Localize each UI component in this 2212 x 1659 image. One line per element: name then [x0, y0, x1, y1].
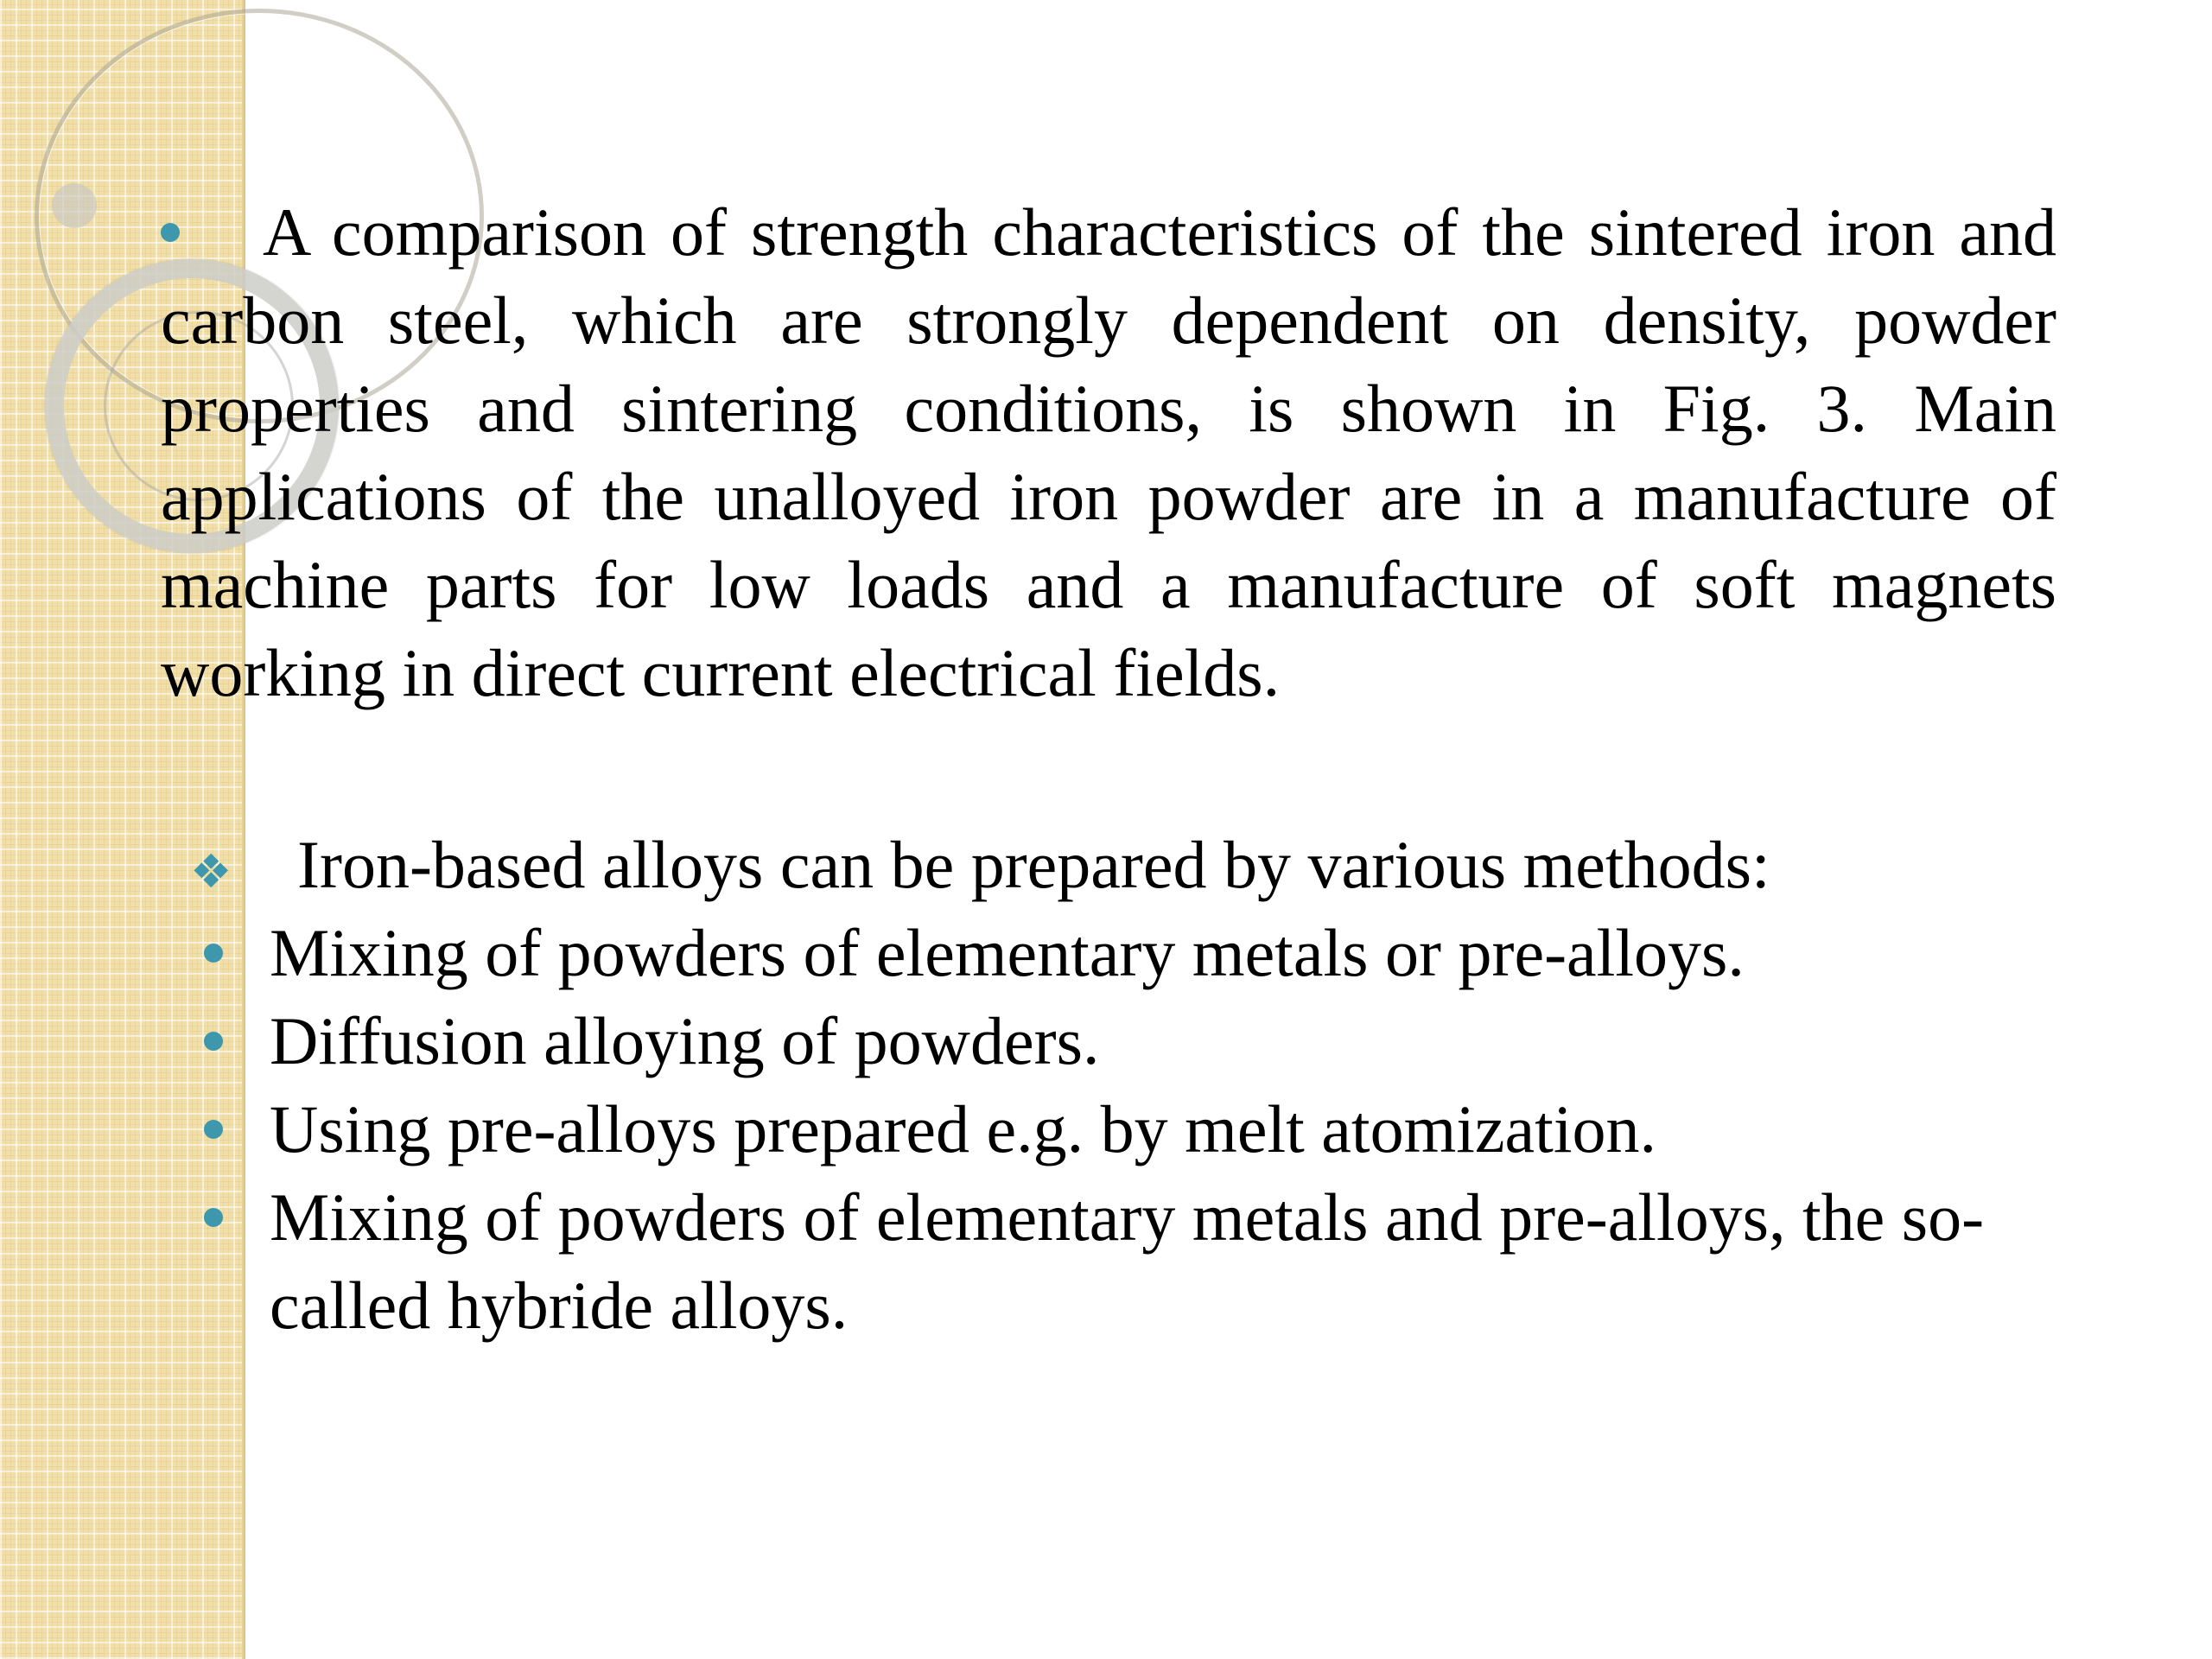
list-item: [204, 1173, 2070, 1350]
dot-bullet-icon: [204, 944, 223, 963]
dot-bullet-icon: [204, 1120, 223, 1139]
diamond-bullet-icon: ❖: [190, 844, 232, 899]
methods-list: [204, 909, 2070, 1350]
methods-heading-text: Iron-based alloys can be prepared by various methods:: [297, 827, 1770, 902]
intro-paragraph-text: A comparison of strength characteristics of the sintered iron and carbon steel, which are strongly dependent on density, powder properties and sintering conditions, is shown in Fig. 3. Main applications of the unalloyed iron powder are in a manufacture of machine parts for low loads and a manufacture of soft magnets working in direct current electrical fields.: [161, 194, 2056, 710]
decorative-ring-dot: [52, 183, 97, 228]
dot-bullet-icon: [204, 1208, 223, 1227]
list-item-text: Mixing of powders of elementary metals and pre-alloys, the so-called hybride alloys.: [270, 1179, 1985, 1343]
methods-heading: [190, 821, 1770, 909]
main-content: [161, 188, 2056, 717]
list-item-text: Using pre-alloys prepared e.g. by melt atomization.: [270, 1091, 1657, 1166]
dot-bullet-icon: [204, 1032, 223, 1051]
list-item: [204, 1085, 2070, 1173]
list-item: [204, 997, 2070, 1085]
list-item-text: Mixing of powders of elementary metals or pre-alloys.: [270, 915, 1745, 990]
intro-paragraph: [161, 188, 2056, 717]
dot-bullet-icon: [161, 223, 180, 242]
list-item-text: Diffusion alloying of powders.: [270, 1003, 1100, 1078]
list-item: [204, 909, 2070, 997]
